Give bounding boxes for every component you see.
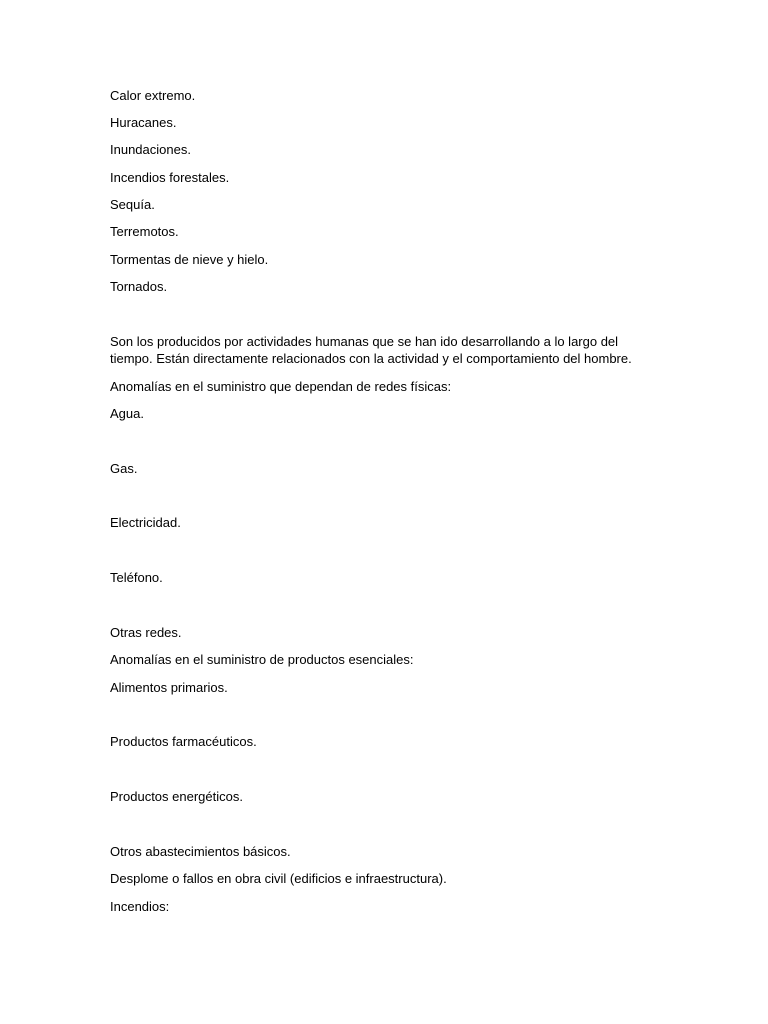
list-item-incendios-forestales: Incendios forestales. [110,170,230,185]
paragraph-line-2: tiempo. Están directamente relacionados con la actividad y el comportamiento del hombre. [110,351,632,366]
list-item-telefono: Teléfono. [110,570,163,585]
list-item-tormentas: Tormentas de nieve y hielo. [110,252,269,267]
list-item-otros-abastecimientos: Otros abastecimientos básicos. [110,844,291,859]
list-item-electricidad: Electricidad. [110,515,181,530]
heading-incendios: Incendios: [110,899,170,914]
list-item-gas: Gas. [110,461,138,476]
heading-redes-fisicas: Anomalías en el suministro que dependan de redes físicas: [110,379,452,394]
heading-productos-esenciales: Anomalías en el suministro de productos esenciales: [110,652,414,667]
list-item-energeticos: Productos energéticos. [110,789,243,804]
list-item-inundaciones: Inundaciones. [110,142,191,157]
list-item-otras-redes: Otras redes. [110,625,182,640]
paragraph-line-1: Son los producidos por actividades humanas que se han ido desarrollando a lo largo del [110,334,619,349]
list-item-terremotos: Terremotos. [110,224,179,239]
list-item-farmaceuticos: Productos farmacéuticos. [110,734,257,749]
list-item-huracanes: Huracanes. [110,115,177,130]
list-item-tornados: Tornados. [110,279,168,294]
list-item-alimentos: Alimentos primarios. [110,680,228,695]
list-item-calor-extremo: Calor extremo. [110,88,196,103]
list-item-agua: Agua. [110,406,144,421]
list-item-obra-civil: Desplome o fallos en obra civil (edificios e infraestructura). [110,871,447,886]
list-item-sequia: Sequía. [110,197,155,212]
